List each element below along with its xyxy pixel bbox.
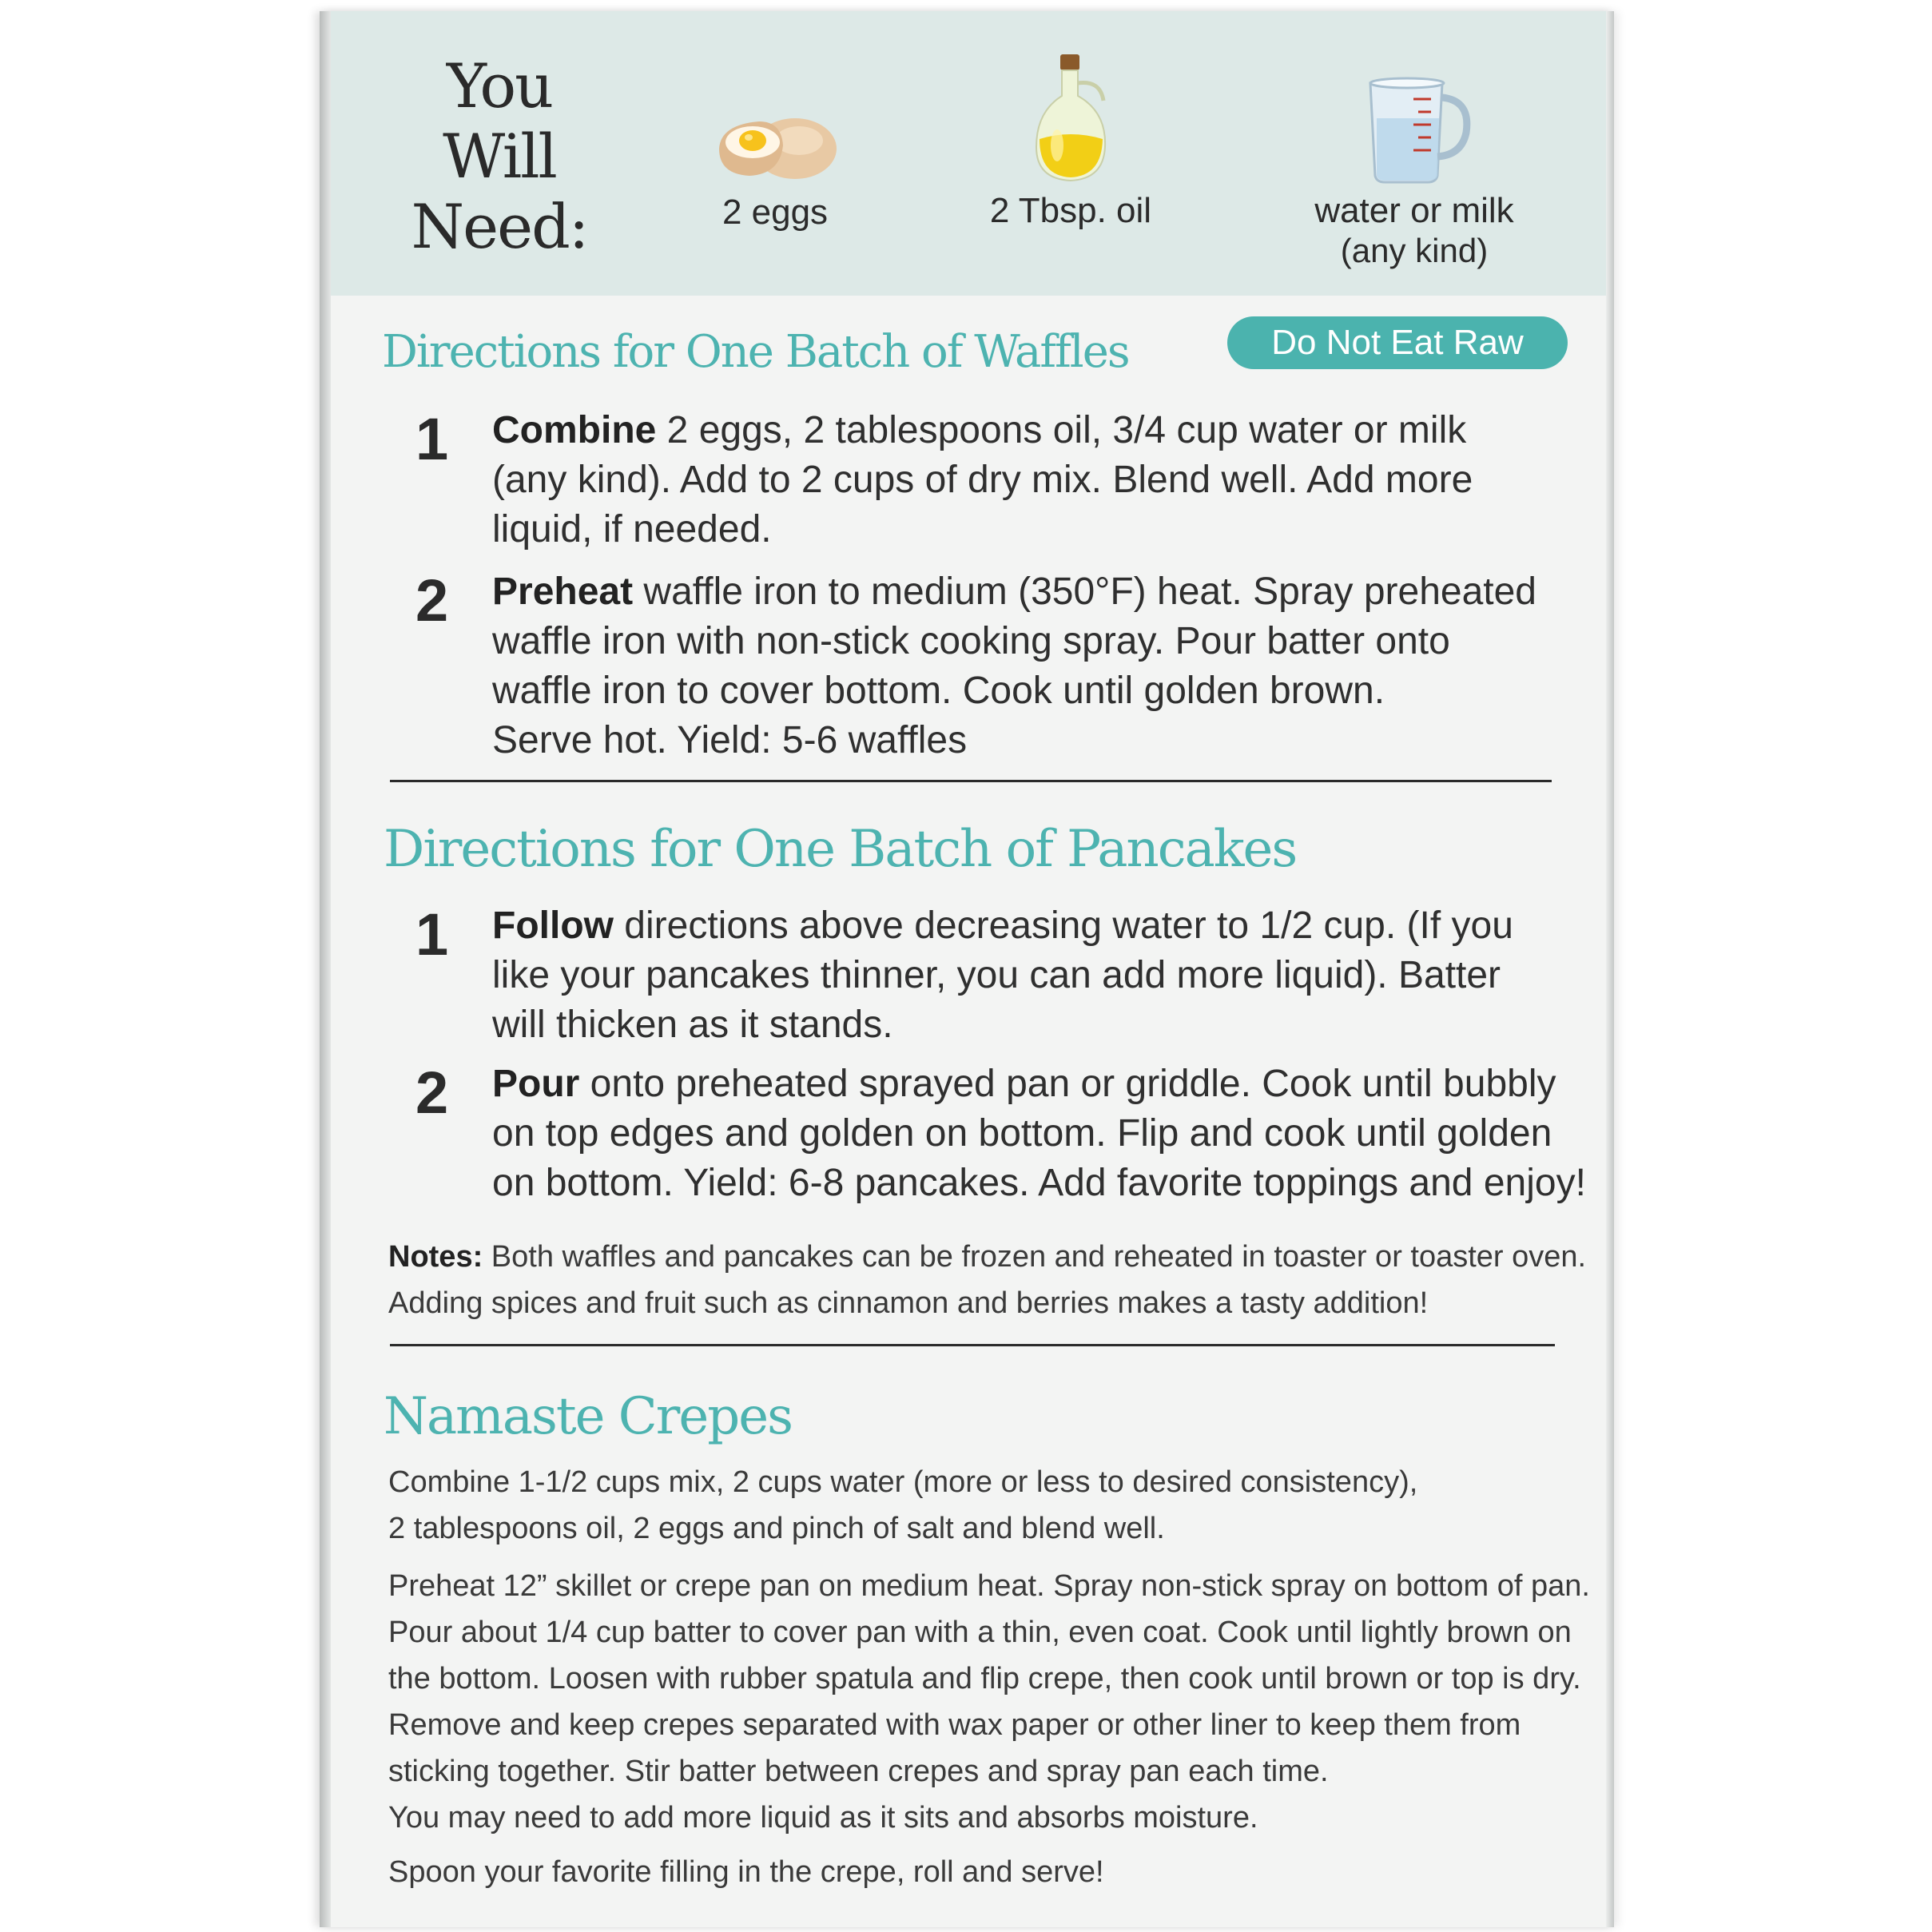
step-line: liquid, if needed. — [492, 508, 772, 551]
box-left-edge — [320, 11, 331, 1927]
step-keyword: Follow — [492, 904, 614, 947]
step-text — [492, 567, 1536, 765]
crepes-paragraph-1 — [388, 1459, 1417, 1552]
crepes-line: Combine 1-1/2 cups mix, 2 cups water (more or less to desired consistency), — [388, 1465, 1418, 1499]
crepes-line: Pour about 1/4 cup batter to cover pan with a thin, even coat. Cook until lightly brown on — [388, 1616, 1572, 1649]
step-line: waffle iron with non-stick cooking spray. Pour batter onto — [492, 620, 1450, 662]
crepes-line: sticking together. Stir batter between crepes and spray pan each time. — [388, 1755, 1329, 1788]
step-text — [492, 406, 1473, 555]
ingredient-label: 2 Tbsp. oil — [989, 191, 1152, 230]
title-line: Need: — [411, 191, 588, 262]
section-divider — [390, 1344, 1555, 1346]
step-line: directions above decreasing water to 1/2 cup. (If you — [613, 904, 1513, 947]
title-line: Will — [443, 121, 556, 192]
you-will-need-title — [400, 51, 599, 262]
step-number: 1 — [415, 406, 449, 472]
section-divider — [390, 780, 1552, 782]
notes-label: Notes: — [388, 1240, 483, 1274]
pancakes-heading: Directions for One Batch of Pancakes — [384, 820, 1297, 879]
step-number: 1 — [415, 901, 449, 968]
crepes-heading: Namaste Crepes — [384, 1387, 792, 1446]
oil-bottle-icon — [1027, 51, 1115, 185]
crepes-line: 2 tablespoons oil, 2 eggs and pinch of salt and blend well. — [388, 1512, 1165, 1545]
step-text — [492, 1059, 1586, 1208]
ingredient-label: 2 eggs — [722, 193, 829, 232]
step-line: Serve hot. Yield: 5-6 waffles — [492, 719, 968, 761]
do-not-eat-raw-badge: Do Not Eat Raw — [1227, 316, 1568, 369]
notes-paragraph — [388, 1234, 1586, 1326]
notes-line: Both waffles and pancakes can be frozen and reheated in toaster or toaster oven. — [483, 1240, 1587, 1274]
crepes-paragraph-2 — [388, 1563, 1590, 1841]
step-number: 2 — [415, 1059, 449, 1126]
step-keyword: Preheat — [492, 570, 634, 613]
step-line: will thicken as it stands. — [492, 1004, 893, 1046]
box-right-edge — [1606, 11, 1614, 1927]
step-line: waffle iron to cover bottom. Cook until golden brown. — [492, 670, 1385, 712]
waffles-heading: Directions for One Batch of Waffles — [382, 326, 1129, 378]
step-line: on bottom. Yield: 6-8 pancakes. Add favorite toppings and enjoy! — [492, 1162, 1586, 1204]
crepes-paragraph-3: Spoon your favorite filling in the crepe, roll and serve! — [388, 1855, 1104, 1889]
ingredient-oil — [943, 51, 1199, 232]
step-keyword: Combine — [492, 409, 657, 451]
ingredient-water-or-milk — [1262, 69, 1566, 270]
title-line: You — [446, 50, 553, 121]
step-line: waffle iron to medium (350°F) heat. Spray preheated — [633, 570, 1536, 613]
crepes-line: Preheat 12” skillet or crepe pan on medium heat. Spray non-stick spray on bottom of pan. — [388, 1569, 1590, 1603]
crepes-line: the bottom. Loosen with rubber spatula and flip crepe, then cook until brown or top is dry. — [388, 1662, 1581, 1695]
ingredient-sublabel: (any kind) — [1340, 232, 1489, 269]
notes-line: Adding spices and fruit such as cinnamon and berries makes a tasty addition! — [388, 1286, 1429, 1320]
step-text — [492, 901, 1513, 1050]
step-line: (any kind). Add to 2 cups of dry mix. Blend well. Add more — [492, 459, 1473, 501]
egg-icon — [703, 107, 847, 187]
crepes-line: Remove and keep crepes separated with wax paper or other liner to keep them from — [388, 1708, 1521, 1742]
step-line: 2 eggs, 2 tablespoons oil, 3/4 cup water or milk — [656, 409, 1467, 451]
ingredient-label: water or milk — [1314, 191, 1514, 230]
ingredient-eggs — [655, 107, 895, 233]
step-line: on top edges and golden on bottom. Flip and cook until golden — [492, 1112, 1552, 1155]
step-number: 2 — [415, 567, 449, 634]
step-keyword: Pour — [492, 1063, 580, 1105]
step-line: onto preheated sprayed pan or griddle. Cook until bubbly — [579, 1063, 1556, 1105]
package-back-panel — [320, 11, 1614, 1927]
step-line: like your pancakes thinner, you can add more liquid). Batter — [492, 954, 1501, 996]
measuring-cup-icon — [1354, 69, 1474, 185]
crepes-line: You may need to add more liquid as it sits and absorbs moisture. — [388, 1801, 1258, 1835]
